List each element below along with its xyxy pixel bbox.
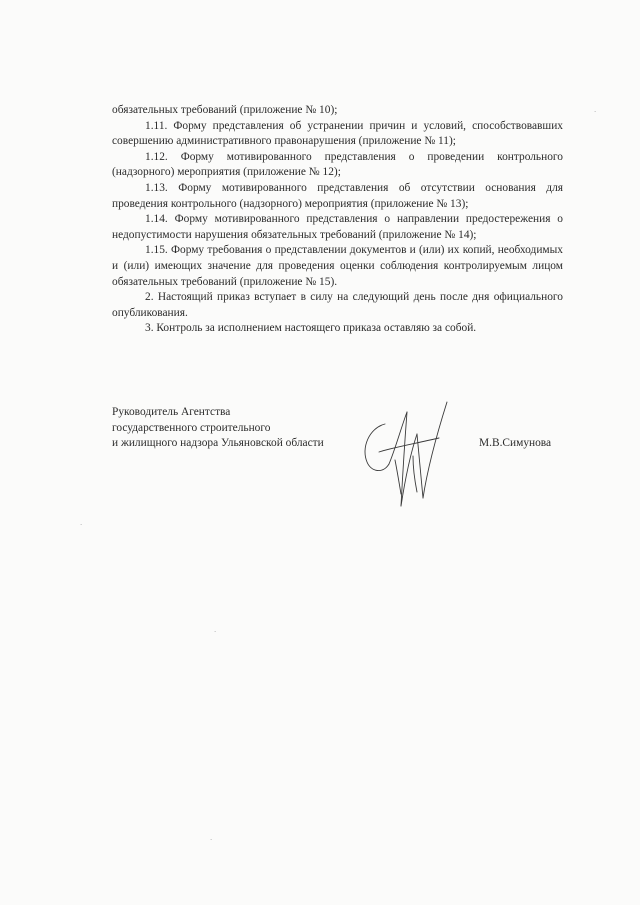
paragraph-item-1-11: 1.11. Форму представления об устранении причин и условий, способствовавших совершению административного правонарушения (приложение № 11); [112, 119, 563, 148]
signatory-title-line: Руководитель Агентства [112, 406, 231, 418]
signatory-title-line: государственного строительного [112, 421, 271, 434]
paragraph-item-1-12: 1.12. Форму мотивированного представления о проведении контрольного (надзорного) мероприятия (приложение № 12); [112, 150, 563, 179]
document-body [112, 103, 563, 337]
paragraph-continuation: обязательных требований (приложение № 10); [112, 104, 338, 116]
paragraph-item-2: 2. Настоящий приказ вступает в силу на следующий день после дня официального опубликования. [112, 291, 563, 319]
paragraph-item-1-13: 1.13. Форму мотивированного представления об отсутствии основания для проведения контрольного (надзорного) мероприятия (приложение № 13); [112, 181, 563, 210]
signatory-name: М.В.Симунова [479, 437, 552, 449]
scan-speck: · [214, 628, 217, 636]
scan-speck: · [80, 521, 83, 529]
signature-block [112, 405, 572, 452]
handwritten-signature [355, 398, 465, 516]
scan-speck: · [210, 836, 213, 844]
paragraph-item-3: 3. Контроль за исполнением настоящего приказа оставляю за собой. [145, 322, 477, 335]
scan-speck: · [594, 108, 597, 116]
signatory-title-line: и жилищного надзора Ульяновской области [112, 437, 324, 450]
paragraph-item-1-14: 1.14. Форму мотивированного представления о направлении предостережения о недопустимости нарушения обязательных требований (приложение № 14); [112, 213, 563, 241]
paragraph-item-1-15: 1.15. Форму требования о представлении документов и (или) их копий, необходимых и (или) имеющих значение для проведения оценки соблюдения контролируемым лицом обязательных требований (приложение № 15). [112, 244, 563, 288]
